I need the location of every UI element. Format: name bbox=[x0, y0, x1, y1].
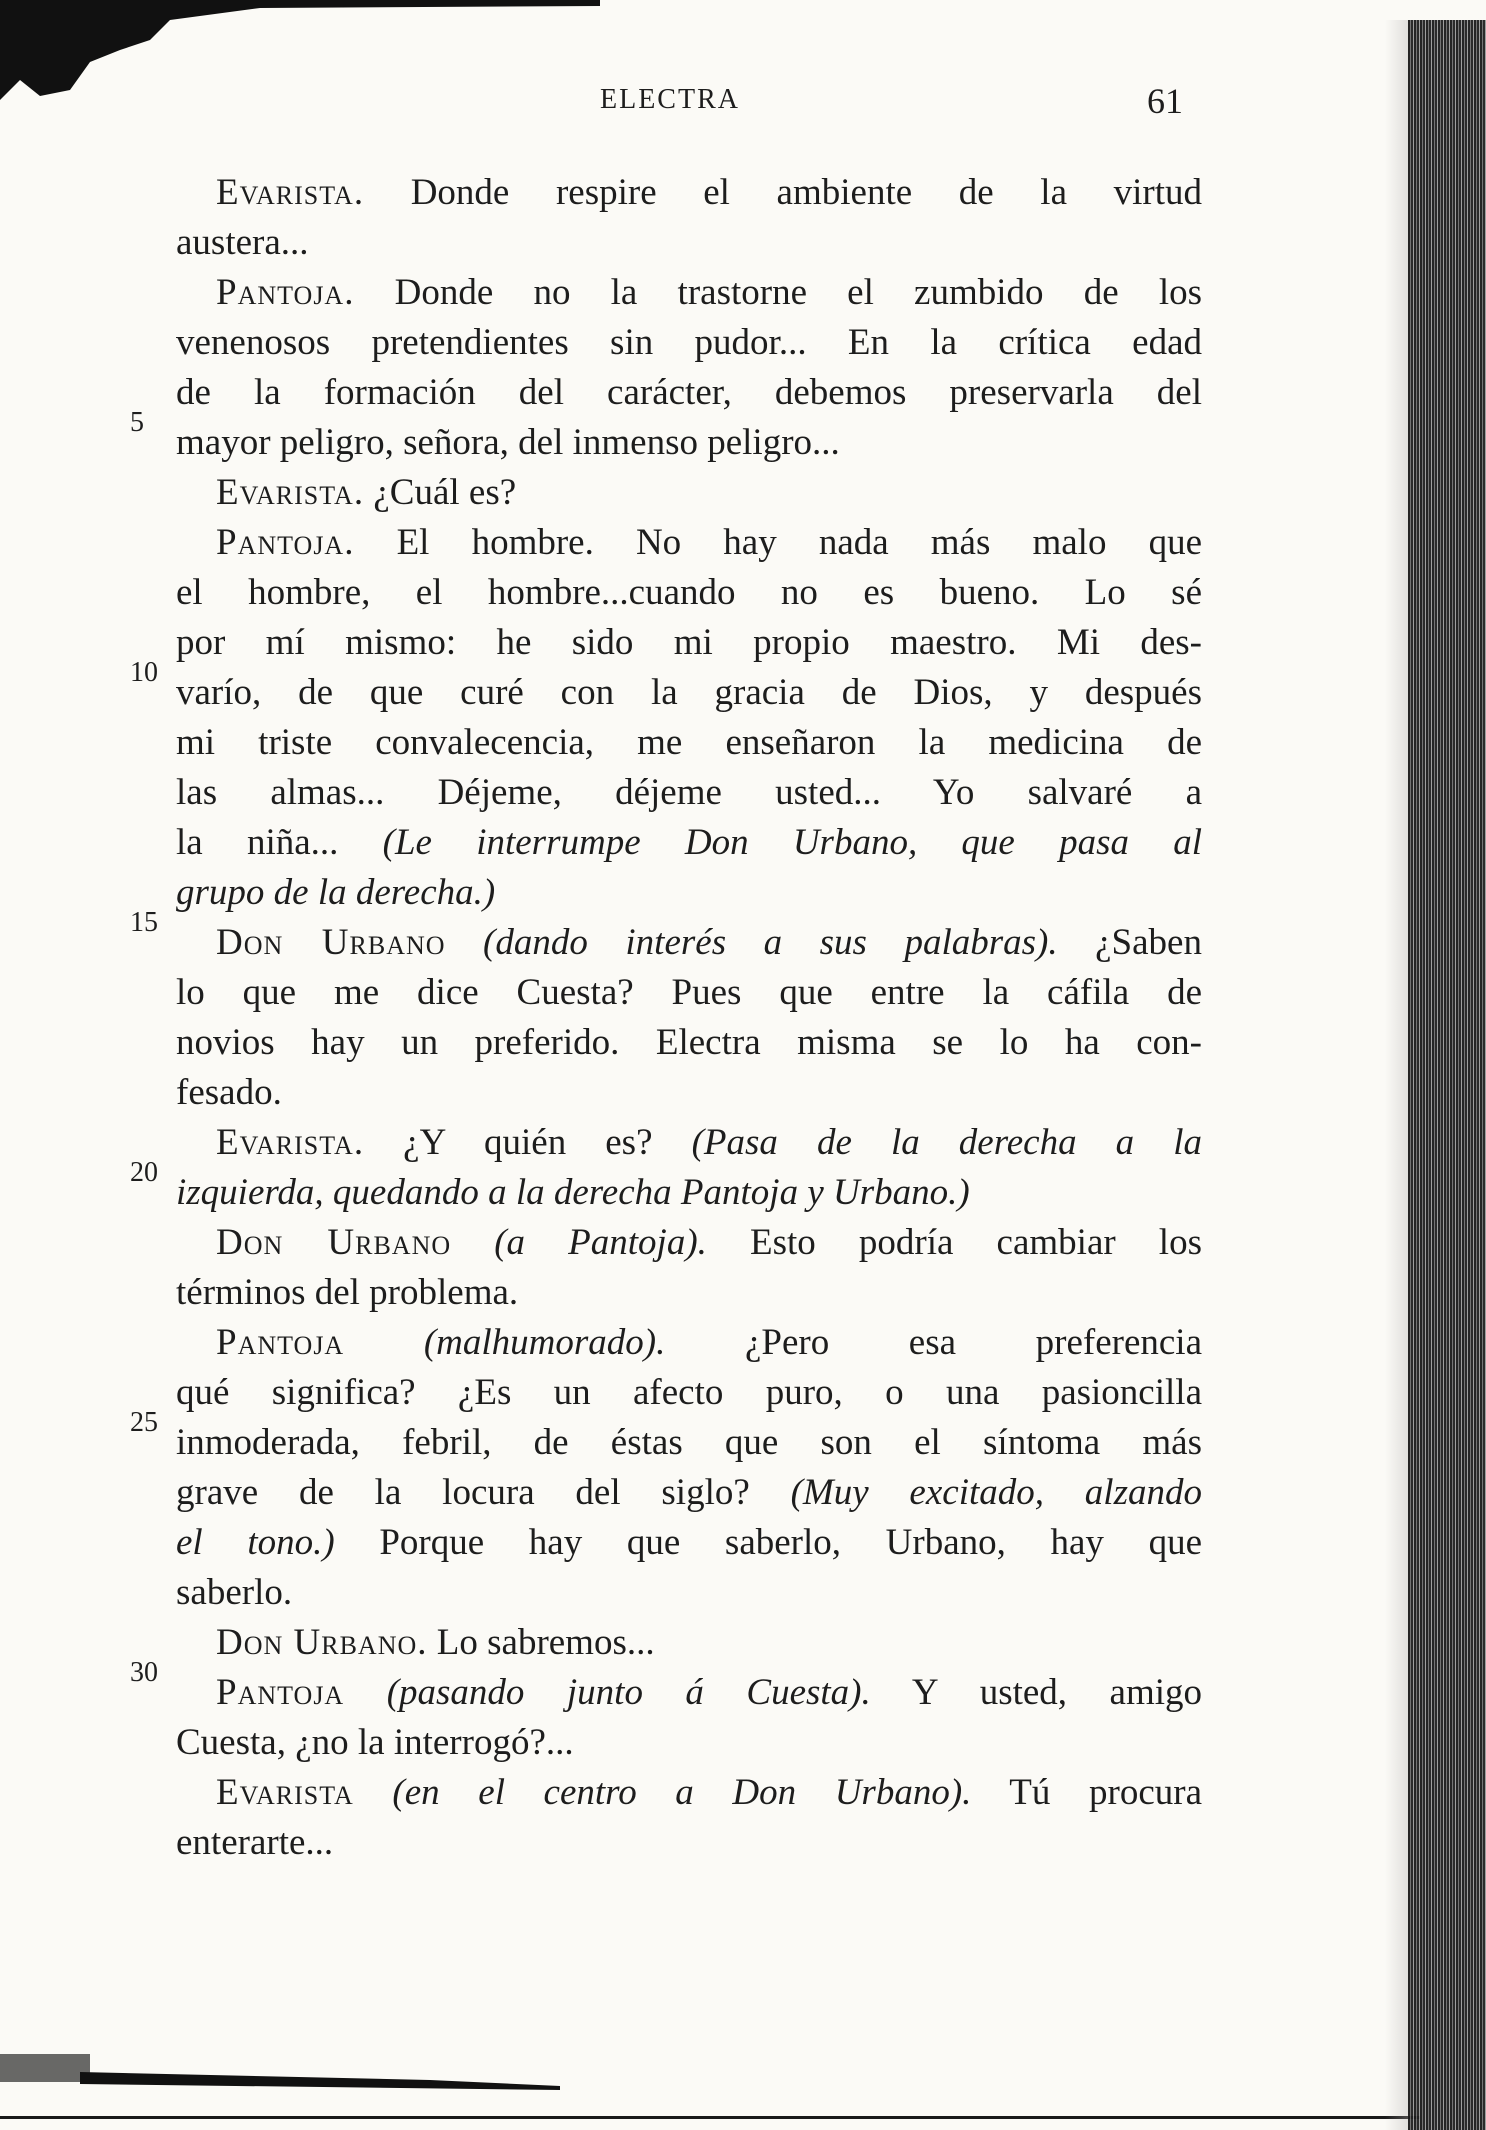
line-number: 25 bbox=[130, 1407, 158, 1438]
stage-direction: (Pasa de la derecha a la bbox=[691, 1122, 1202, 1163]
text-line bbox=[176, 418, 1202, 468]
dialogue: Porque hay que saberlo, Urbano, hay que bbox=[334, 1522, 1202, 1563]
text-line bbox=[176, 668, 1202, 718]
dialogue: por mí mismo: he sido mi propio maestro. Mi des- bbox=[176, 622, 1202, 663]
text-line bbox=[176, 1568, 1202, 1618]
dialogue: venenosos pretendientes sin pudor... En la crítica edad bbox=[176, 322, 1202, 363]
stage-direction: (dando interés a sus palabras). bbox=[445, 922, 1058, 963]
line-number: 30 bbox=[130, 1657, 158, 1688]
text-line bbox=[176, 468, 1202, 518]
stage-direction: (malhumorado). bbox=[344, 1322, 666, 1363]
dialogue: varío, de que curé con la gracia de Dios, y después bbox=[176, 672, 1202, 713]
speaker-name: Pantoja bbox=[216, 1322, 345, 1363]
book-spine bbox=[1408, 20, 1486, 2130]
text-line bbox=[176, 818, 1202, 868]
dialogue: Lo sabremos... bbox=[427, 1622, 655, 1663]
line-number: 10 bbox=[130, 657, 158, 688]
dialogue: ¿Cuál es? bbox=[364, 472, 517, 513]
dialogue: de la formación del carácter, debemos preservarla del bbox=[176, 372, 1202, 413]
binding-shadow bbox=[1385, 20, 1409, 2130]
dialogue: términos del problema. bbox=[176, 1272, 519, 1313]
text-line bbox=[176, 1518, 1202, 1568]
dialogue: mi triste convalecencia, me enseñaron la medicina de bbox=[176, 722, 1202, 763]
text-line bbox=[176, 1768, 1202, 1818]
text-line bbox=[176, 1718, 1202, 1768]
stage-direction: (Muy excitado, alzando bbox=[790, 1472, 1202, 1513]
speaker-name: Don Urbano. bbox=[216, 1622, 428, 1663]
text-line bbox=[176, 168, 1202, 218]
speaker-name: Evarista bbox=[216, 1772, 354, 1813]
dialogue: grave de la locura del siglo? bbox=[176, 1472, 791, 1513]
dialogue: las almas... Déjeme, déjeme usted... Yo salvaré a bbox=[176, 772, 1202, 813]
line-number: 15 bbox=[130, 907, 158, 938]
dialogue: ¿Y quién es? bbox=[364, 1122, 692, 1163]
page-number: 61 bbox=[1147, 81, 1183, 121]
line-number: 20 bbox=[130, 1157, 158, 1188]
dialogue: ¿Pero esa preferencia bbox=[665, 1322, 1203, 1363]
speaker-name: Don Urbano bbox=[216, 1222, 452, 1263]
dialogue: Esto podría cambiar los bbox=[706, 1222, 1202, 1263]
dialogue: El hombre. No hay nada más malo que bbox=[354, 522, 1202, 563]
text-line bbox=[176, 1818, 1202, 1868]
running-head-title: ELECTRA bbox=[600, 84, 740, 115]
stage-direction: el tono.) bbox=[176, 1522, 335, 1563]
dialogue: Donde no la trastorne el zumbido de los bbox=[354, 272, 1202, 313]
text-line bbox=[176, 1118, 1202, 1168]
text-line bbox=[176, 1018, 1202, 1068]
stage-direction: (Le interrumpe Don Urbano, que pasa al bbox=[382, 822, 1203, 863]
dialogue: enterarte... bbox=[176, 1822, 334, 1863]
dialogue: inmoderada, febril, de éstas que son el síntoma más bbox=[176, 1422, 1202, 1463]
text-line bbox=[176, 518, 1202, 568]
text-line bbox=[176, 568, 1202, 618]
text-line bbox=[176, 368, 1202, 418]
line-number: 5 bbox=[130, 407, 144, 438]
text-line bbox=[176, 768, 1202, 818]
stage-direction: izquierda, quedando a la derecha Pantoja y Urbano.) bbox=[176, 1172, 970, 1213]
text-line bbox=[176, 868, 1202, 918]
scan-bottom-edge bbox=[0, 2050, 1486, 2130]
stage-direction: (a Pantoja). bbox=[451, 1222, 707, 1263]
text-line bbox=[176, 1418, 1202, 1468]
stage-direction: (pasando junto á Cuesta). bbox=[344, 1672, 871, 1713]
text-line bbox=[176, 1268, 1202, 1318]
text-line bbox=[176, 268, 1202, 318]
speaker-name: Pantoja bbox=[216, 1672, 345, 1713]
dialogue: fesado. bbox=[176, 1072, 282, 1113]
speaker-name: Evarista. bbox=[216, 472, 365, 513]
dialogue: qué significa? ¿Es un afecto puro, o una pasioncilla bbox=[176, 1372, 1202, 1413]
text-line bbox=[176, 1618, 1202, 1668]
text-line bbox=[176, 718, 1202, 768]
dialogue: novios hay un preferido. Electra misma se lo ha con- bbox=[176, 1022, 1202, 1063]
text-line bbox=[176, 1068, 1202, 1118]
dialogue: saberlo. bbox=[176, 1572, 293, 1613]
stage-direction: (en el centro a Don Urbano). bbox=[353, 1772, 972, 1813]
speaker-name: Pantoja. bbox=[216, 272, 355, 313]
speaker-name: Evarista. bbox=[216, 172, 365, 213]
dialogue: Y usted, amigo bbox=[870, 1672, 1202, 1713]
running-head bbox=[0, 81, 1486, 124]
text-line bbox=[176, 1668, 1202, 1718]
dialogue: Donde respire el ambiente de la virtud bbox=[364, 172, 1202, 213]
dialogue: Tú procura bbox=[971, 1772, 1202, 1813]
stage-direction: grupo de la derecha.) bbox=[176, 872, 496, 913]
dialogue: Cuesta, ¿no la interrogó?... bbox=[176, 1722, 574, 1763]
dialogue: lo que me dice Cuesta? Pues que entre la cáfila de bbox=[176, 972, 1202, 1013]
text-line bbox=[176, 218, 1202, 268]
dialogue: austera... bbox=[176, 222, 309, 263]
text-line bbox=[176, 918, 1202, 968]
text-line bbox=[176, 1368, 1202, 1418]
text-line bbox=[176, 618, 1202, 668]
text-line bbox=[176, 1318, 1202, 1368]
text-line bbox=[176, 1218, 1202, 1268]
text-line bbox=[176, 318, 1202, 368]
dialogue: el hombre, el hombre...cuando no es bueno. Lo sé bbox=[176, 572, 1202, 613]
text-line bbox=[176, 1168, 1202, 1218]
text-line bbox=[176, 1468, 1202, 1518]
dialogue: ¿Saben bbox=[1057, 922, 1202, 963]
speaker-name: Don Urbano bbox=[216, 922, 446, 963]
text-line bbox=[176, 968, 1202, 1018]
speaker-name: Pantoja. bbox=[216, 522, 355, 563]
dialogue: mayor peligro, señora, del inmenso peligro... bbox=[176, 422, 840, 463]
speaker-name: Evarista. bbox=[216, 1122, 365, 1163]
dialogue: la niña... bbox=[176, 822, 383, 863]
